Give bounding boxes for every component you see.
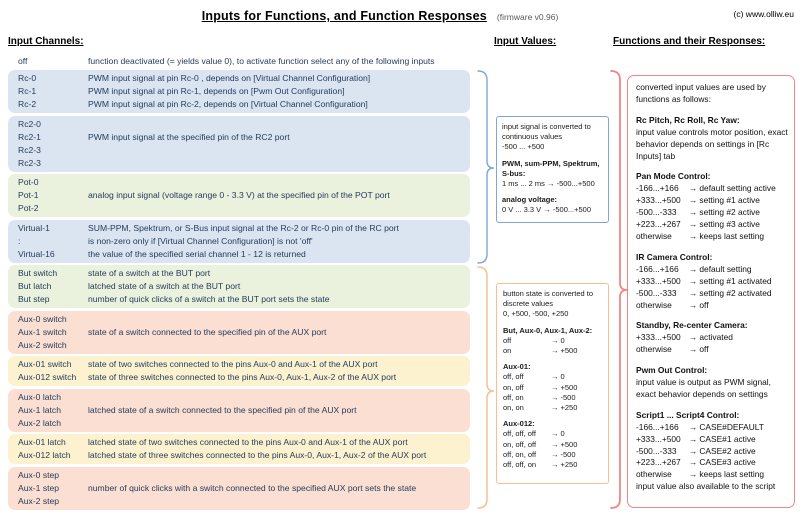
arrow-right-icon: →	[551, 460, 559, 470]
arrow-right-icon: →	[551, 346, 559, 356]
response-text: CASE#DEFAULT	[699, 421, 764, 432]
channel-description: analog input signal (voltage range 0 - 3.3 V) at the specified pin of the POT port	[88, 190, 390, 200]
function-section	[636, 320, 790, 356]
arrow-right-icon: →	[689, 275, 698, 286]
value-range: +333...+500	[636, 275, 681, 286]
channel-description	[88, 339, 470, 352]
value-mapping-row	[503, 403, 605, 413]
channel-label: Pot-0	[18, 177, 39, 187]
value-mapping-row	[503, 460, 605, 470]
channel-label: Aux-012 switch	[18, 372, 77, 382]
channel-group	[8, 434, 470, 464]
channel-row	[8, 326, 470, 339]
channel-row	[8, 339, 470, 352]
result-value: 0	[560, 429, 565, 439]
result-value: -500	[560, 392, 576, 402]
channel-group	[8, 467, 470, 510]
channel-row	[8, 72, 470, 85]
arrow-right-icon: →	[551, 392, 559, 402]
channel-label: Rc2-3	[18, 144, 41, 155]
function-title: Pan Mode Control:	[636, 171, 711, 182]
result-value: +500	[560, 439, 578, 449]
state-combination: off, on, off	[503, 449, 537, 459]
channel-description	[88, 495, 470, 508]
arrow-right-icon: →	[689, 421, 698, 432]
function-response-row	[636, 457, 790, 469]
channel-group	[8, 265, 470, 308]
channel-row	[8, 189, 470, 202]
channel-description: SUM-PPM, Spektrum, or S-Bus input signal at the Rc-2 or Rc-0 pin of the RC port	[88, 222, 399, 233]
value-range: -500...-333	[636, 445, 677, 456]
channel-row	[8, 202, 470, 215]
input-channels-heading: Input Channels:	[8, 36, 84, 47]
channel-group	[8, 174, 470, 217]
channel-label: Aux-01 switch	[18, 359, 72, 369]
channel-row	[8, 85, 470, 98]
function-response-row	[636, 264, 790, 276]
channel-description: PWM input signal at the specified pin of the RC2 port	[88, 131, 290, 142]
result-value: -500	[560, 449, 576, 459]
channel-group	[8, 389, 470, 432]
function-title: Rc Pitch, Rc Roll, Rc Yaw:	[636, 114, 740, 125]
channel-group	[8, 220, 470, 263]
channel-description: latched state of three switches connected to the pins Aux-0, Aux-1, Aux-2 of the AUX port	[88, 450, 427, 460]
response-text: default setting active	[699, 183, 776, 194]
function-section	[636, 171, 790, 242]
response-text: setting #1 active	[699, 195, 760, 206]
arrow-right-icon: →	[689, 263, 698, 274]
channel-description	[88, 469, 470, 482]
channel-label: Aux-1 latch	[18, 404, 61, 415]
arrow-right-icon: →	[551, 449, 559, 459]
channel-label: Virtual-1	[18, 222, 50, 233]
function-response-row	[636, 332, 790, 344]
value-section-title: Aux-012:	[503, 419, 535, 429]
discrete-values-box	[496, 283, 609, 484]
channel-label: Rc2-1	[18, 131, 41, 142]
channel-label: Rc-2	[18, 99, 37, 109]
channel-group	[8, 116, 470, 172]
response-text: keeps last setting	[699, 469, 765, 480]
channel-label: Virtual-16	[18, 248, 55, 259]
channel-description: number of quick clicks with a switch connected to the specified AUX port sets the state	[88, 482, 417, 493]
channel-label: Aux-012 latch	[18, 450, 71, 460]
channel-group	[8, 311, 470, 354]
continuous-inputs-brace	[478, 71, 494, 263]
value-section	[503, 362, 605, 413]
function-response-row	[636, 183, 790, 195]
channel-label: But step	[18, 294, 50, 304]
box-intro: input signal is converted to continuous values	[502, 122, 591, 142]
state-combination: on, on	[503, 403, 524, 413]
channel-description: state of three switches connected to the pins Aux-0, Aux-1, Aux-2 of the AUX port	[88, 372, 397, 382]
function-title: IR Camera Control:	[636, 251, 713, 262]
value-section-title: analog voltage:	[502, 195, 558, 205]
channel-description: latched state of a switch connected to the specified pin of the AUX port	[88, 404, 357, 415]
function-description: input value controls motor position, exact behavior depends on settings in [Rc Inputs] tab	[636, 126, 788, 161]
channel-description: PWM input signal at pin Rc-0 , depends on [Virtual Channel Configuration]	[88, 73, 371, 83]
value-range: +333...+500	[636, 195, 681, 206]
response-text: activated	[699, 332, 733, 343]
function-response-row	[636, 231, 790, 243]
function-response-row	[636, 288, 790, 300]
input-values-heading: Input Values:	[494, 36, 557, 47]
value-range: -500...-333	[636, 287, 677, 298]
value-section-title: Aux-01:	[503, 362, 531, 372]
channel-row	[8, 391, 470, 404]
channel-row	[8, 293, 470, 306]
state-combination: on, off	[503, 382, 524, 392]
state-combination: off, off, off	[503, 429, 536, 439]
channel-description: the value of the specified serial channel 1 - 12 is returned	[88, 248, 306, 259]
channel-label: Aux-0 step	[18, 469, 60, 480]
function-title: Script1 ... Script4 Control:	[636, 409, 740, 420]
channel-label: Aux-2 switch	[18, 339, 67, 350]
arrow-right-icon: →	[689, 287, 698, 298]
channel-label: off	[18, 56, 28, 66]
channel-row	[8, 144, 470, 157]
arrow-right-icon: →	[551, 335, 559, 345]
channel-label: Pot-2	[18, 203, 39, 213]
channel-row	[8, 449, 470, 462]
function-response-row	[636, 422, 790, 434]
response-text: setting #3 active	[699, 219, 760, 230]
arrow-right-icon: →	[689, 207, 698, 218]
value-range: otherwise	[636, 299, 672, 310]
response-text: default setting	[699, 263, 752, 274]
channel-description	[88, 118, 470, 131]
result-value: +250	[560, 403, 578, 413]
channel-label: But latch	[18, 281, 52, 291]
channel-label: Rc2-0	[18, 118, 41, 129]
value-range: -500...-333	[636, 207, 677, 218]
arrow-right-icon: →	[689, 344, 698, 355]
channel-row	[8, 235, 470, 248]
channel-group-list	[8, 70, 470, 512]
continuous-values-box	[496, 116, 609, 223]
function-response-row	[636, 469, 790, 481]
channel-row	[8, 358, 470, 371]
value-range: otherwise	[636, 230, 672, 241]
box-range: 0, +500, -500, +250	[503, 309, 569, 319]
channel-group	[8, 70, 470, 113]
channel-description: state of a switch connected to the specified pin of the AUX port	[88, 326, 327, 337]
value-section	[502, 195, 605, 215]
function-description: input value is output as PWM signal, exact behavior depends on settings	[636, 377, 771, 399]
value-mapping-row	[503, 450, 605, 460]
channel-label: Rc-1	[18, 86, 37, 96]
channel-row	[8, 417, 470, 430]
channel-description	[88, 313, 470, 326]
arrow-right-icon: →	[551, 439, 559, 449]
function-section	[636, 365, 790, 401]
value-range: +223...+267	[636, 219, 681, 230]
channel-row	[8, 482, 470, 495]
value-section	[503, 326, 605, 357]
value-section	[502, 159, 605, 190]
channel-row	[8, 248, 470, 261]
value-mapping-row	[503, 346, 605, 356]
channel-row	[8, 222, 470, 235]
channel-description: latched state of a switch at the BUT port	[88, 281, 241, 291]
result-value: +250	[560, 460, 578, 470]
value-mapping-row	[503, 372, 605, 382]
state-combination: off, on	[503, 392, 524, 402]
arrow-right-icon: →	[689, 195, 698, 206]
arrow-right-icon: →	[551, 372, 559, 382]
state-combination: off	[503, 335, 512, 345]
value-mapping-row	[503, 440, 605, 450]
function-response-row	[636, 195, 790, 207]
channel-description	[88, 202, 470, 215]
channel-description	[88, 417, 470, 430]
channel-description: function deactivated (= yields value 0), to activate function select any of the following inputs	[88, 56, 435, 66]
state-combination: off, off	[503, 372, 524, 382]
value-range: otherwise	[636, 344, 672, 355]
box-intro: button state is converted to discrete values	[503, 289, 594, 309]
channel-label: Rc2-3	[18, 157, 41, 168]
channel-label: Aux-2 step	[18, 495, 60, 506]
channel-label: Aux-1 switch	[18, 326, 67, 337]
arrow-right-icon: →	[551, 429, 559, 439]
functions-intro: converted input values are used by functions as follows:	[636, 82, 766, 104]
channel-row	[8, 267, 470, 280]
channel-label: Aux-01 latch	[18, 437, 66, 447]
function-response-row	[636, 434, 790, 446]
result-value: 0	[560, 335, 565, 345]
channel-description: number of quick clicks of a switch at the BUT port sets the state	[88, 294, 330, 304]
channel-row	[8, 98, 470, 111]
channel-row	[8, 371, 470, 384]
channel-row	[8, 131, 470, 144]
value-range: -166...+166	[636, 263, 679, 274]
channel-row	[8, 469, 470, 482]
title-bar	[0, 7, 800, 25]
channel-label: But switch	[18, 268, 58, 278]
response-text: setting #2 active	[699, 207, 760, 218]
value-section	[503, 419, 605, 470]
channel-description	[88, 157, 470, 170]
channel-description: is non-zero only if [Virtual Channel Configuration] is not 'off'	[88, 235, 313, 246]
box-range: -500 ... +500	[502, 142, 545, 152]
channel-description	[88, 176, 470, 189]
channel-description: state of two switches connected to the pins Aux-0 and Aux-1 of the AUX port	[88, 359, 378, 369]
channel-label: Pot-1	[18, 190, 39, 200]
function-footnote: input value also available to the script	[636, 481, 776, 492]
all-inputs-brace	[611, 71, 627, 508]
channel-group	[8, 356, 470, 386]
arrow-right-icon: →	[689, 299, 698, 310]
value-section-title: PWM, sum-PPM, Spektrum, S-bus:	[502, 158, 600, 178]
channel-description: PWM input signal at pin Rc-1, depends on [Pwm Out Configuration]	[88, 86, 345, 96]
value-range: otherwise	[636, 469, 672, 480]
channel-label: Aux-0 latch	[18, 391, 61, 402]
response-text: CASE#1 active	[699, 433, 756, 444]
channel-label: Aux-2 latch	[18, 417, 61, 428]
value-section-title: But, Aux-0, Aux-1, Aux-2:	[503, 325, 593, 335]
value-range: +333...+500	[636, 433, 681, 444]
function-response-row	[636, 276, 790, 288]
discrete-inputs-brace	[478, 267, 494, 508]
channel-row	[8, 118, 470, 131]
arrow-right-icon: →	[689, 230, 698, 241]
channel-label: Aux-1 step	[18, 482, 60, 493]
function-title: Pwm Out Control:	[636, 365, 708, 376]
result-value: 0	[560, 372, 565, 382]
channel-description	[88, 391, 470, 404]
channel-row	[8, 495, 470, 508]
result-value: +500	[560, 382, 578, 392]
channel-description: state of a switch at the BUT port	[88, 268, 211, 278]
state-combination: off, off, on	[503, 460, 537, 470]
firmware-version: (firmware v0.96)	[496, 12, 559, 22]
channel-row	[8, 176, 470, 189]
response-text: setting #2 activated	[699, 287, 772, 298]
result-value: +500	[560, 346, 578, 356]
value-mapping-row	[503, 383, 605, 393]
arrow-right-icon: →	[689, 433, 698, 444]
channel-row	[8, 436, 470, 449]
channel-description: PWM input signal at pin Rc-2, depends on [Virtual Channel Configuration]	[88, 99, 368, 109]
channel-label: :	[18, 235, 21, 246]
functions-heading: Functions and their Responses:	[613, 36, 766, 47]
value-range: -166...+166	[636, 183, 679, 194]
channel-description	[88, 144, 470, 157]
arrow-right-icon: →	[689, 219, 698, 230]
response-text: CASE#2 active	[699, 445, 756, 456]
function-response-row	[636, 300, 790, 312]
function-section	[636, 115, 790, 163]
function-section	[636, 410, 790, 493]
channel-row	[8, 404, 470, 417]
channel-description: latched state of two switches connected to the pins Aux-0 and Aux-1 of the AUX port	[88, 437, 408, 447]
value-mapping-line: 1 ms ... 2 ms → -500...+500	[502, 179, 595, 189]
value-mapping-line: 0 V ... 3.3 V → -500...+500	[502, 205, 592, 215]
arrow-right-icon: →	[689, 183, 698, 194]
value-mapping-row	[503, 393, 605, 403]
state-combination: on, off, off	[503, 439, 537, 449]
arrow-right-icon: →	[551, 403, 559, 413]
arrow-right-icon: →	[551, 382, 559, 392]
function-section	[636, 252, 790, 312]
off-channel-row	[8, 55, 470, 68]
arrow-right-icon: →	[689, 332, 698, 343]
channel-row	[8, 157, 470, 170]
arrow-right-icon: →	[689, 445, 698, 456]
function-response-row	[636, 219, 790, 231]
value-mapping-row	[503, 429, 605, 439]
response-text: CASE#3 active	[699, 457, 756, 468]
function-response-row	[636, 344, 790, 356]
response-text: setting #1 activated	[699, 275, 772, 286]
state-combination: on	[503, 346, 512, 356]
value-range: +223...+267	[636, 457, 681, 468]
response-text: off	[699, 344, 709, 355]
channel-row	[8, 280, 470, 293]
function-title: Standby, Re-center Camera:	[636, 320, 748, 331]
response-text: keeps last setting	[699, 230, 765, 241]
page-title: Inputs for Functions, and Function Responses	[201, 9, 487, 23]
function-response-row	[636, 446, 790, 458]
value-range: +333...+500	[636, 332, 681, 343]
function-response-row	[636, 207, 790, 219]
channel-label: Aux-0 switch	[18, 313, 67, 324]
response-text: off	[699, 299, 709, 310]
value-mapping-row	[503, 336, 605, 346]
arrow-right-icon: →	[689, 457, 698, 468]
channel-row	[8, 313, 470, 326]
copyright-note: (c) www.olliw.eu	[733, 9, 794, 19]
channel-label: Rc-0	[18, 73, 37, 83]
functions-responses-box	[627, 75, 795, 508]
arrow-right-icon: →	[689, 469, 698, 480]
value-range: -166...+166	[636, 421, 679, 432]
